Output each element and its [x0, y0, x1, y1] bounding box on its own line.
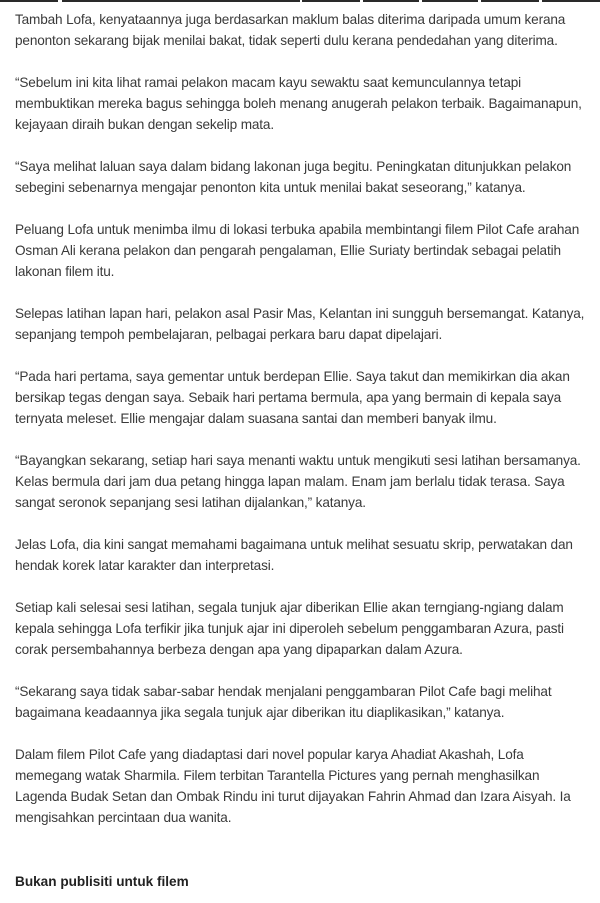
- article-paragraph: Setiap kali selesai sesi latihan, segala tunjuk ajar diberikan Ellie akan terngiang-ngiang dalam kepala sehingga Lofa terfikir jika tunjuk ajar ini diperoleh sebelum penggambaran Azura, pasti corak persembahannya berbeza dengan apa yang dipaparkan dalam Azura.: [15, 600, 564, 657]
- nav-segment[interactable]: [481, 0, 539, 2]
- article-paragraph: “Pada hari pertama, saya gementar untuk berdepan Ellie. Saya takut dan memikirkan dia akan bersikap tegas dengan saya. Sebaik hari pertama bermula, apa yang bermain di kepala saya ternyata meleset. Ellie mengajar dalam suasana santai dan memberi banyak ilmu.: [15, 369, 570, 426]
- section-subheading: Bukan publisiti untuk filem: [15, 874, 189, 889]
- article-paragraph: “Saya melihat laluan saya dalam bidang lakonan juga begitu. Peningkatan ditunjukkan pelakon sebegini sebenarnya mengajar penonton kita untuk menilai bakat seseorang,” katanya.: [15, 159, 572, 195]
- nav-segment[interactable]: [62, 0, 300, 2]
- article-paragraph: Tambah Lofa, kenyataannya juga berdasarkan maklum balas diterima daripada umum kerana penonton sekarang bijak menilai bakat, tidak seperti dulu kerana pendedahan yang diterima.: [15, 12, 566, 48]
- article-body: [15, 9, 587, 849]
- nav-segment[interactable]: [302, 0, 360, 2]
- article-paragraph: Selepas latihan lapan hari, pelakon asal Pasir Mas, Kelantan ini sungguh bersemangat. Katanya, sepanjang tempoh pembelajaran, pelbagai perkara baru dapat dipelajari.: [15, 306, 585, 342]
- article-paragraph: “Sebelum ini kita lihat ramai pelakon macam kayu sewaktu saat kemunculannya tetapi membuktikan mereka bagus sehingga boleh menang anugerah pelakon terbaik. Bagaimanapun, kejayaan diraih bukan dengan sekelip mata.: [15, 75, 582, 132]
- article-paragraph: Dalam filem Pilot Cafe yang diadaptasi dari novel popular karya Ahadiat Akashah, Lofa memegang watak Sharmila. Filem terbitan Tarantella Pictures yang pernah menghasilkan Lagenda Budak Setan dan Ombak Rindu ini turut dijayakan Fahrin Ahmad dan Izara Aisyah. Ia mengisahkan percintaan dua wanita.: [15, 747, 571, 825]
- article-paragraph: Peluang Lofa untuk menimba ilmu di lokasi terbuka apabila membintangi filem Pilot Cafe arahan Osman Ali kerana pelakon dan pengarah pengalaman, Ellie Suriaty bertindak sebagai pelatih lakonan filem itu.: [15, 222, 580, 279]
- nav-segment[interactable]: [0, 0, 58, 2]
- article-paragraph: “Bayangkan sekarang, setiap hari saya menanti waktu untuk mengikuti sesi latihan bersamanya. Kelas bermula dari jam dua petang hingga lapan malam. Enam jam berlalu tidak terasa. Saya sangat seronok sepanjang sesi latihan dijalankan,” katanya.: [15, 453, 581, 510]
- top-nav-strip: [0, 0, 600, 3]
- article-paragraph: “Sekarang saya tidak sabar-sabar hendak menjalani penggambaran Pilot Cafe bagi melihat bagaimana keadaannya jika segala tunjuk ajar diberikan itu diaplikasikan,” katanya.: [15, 684, 552, 720]
- article-paragraph: Jelas Lofa, dia kini sangat memahami bagaimana untuk melihat sesuatu skrip, perwatakan dan hendak korek latar karakter dan interpretasi.: [15, 537, 573, 573]
- nav-segment[interactable]: [542, 0, 600, 2]
- nav-segment[interactable]: [422, 0, 478, 2]
- nav-segment[interactable]: [363, 0, 419, 2]
